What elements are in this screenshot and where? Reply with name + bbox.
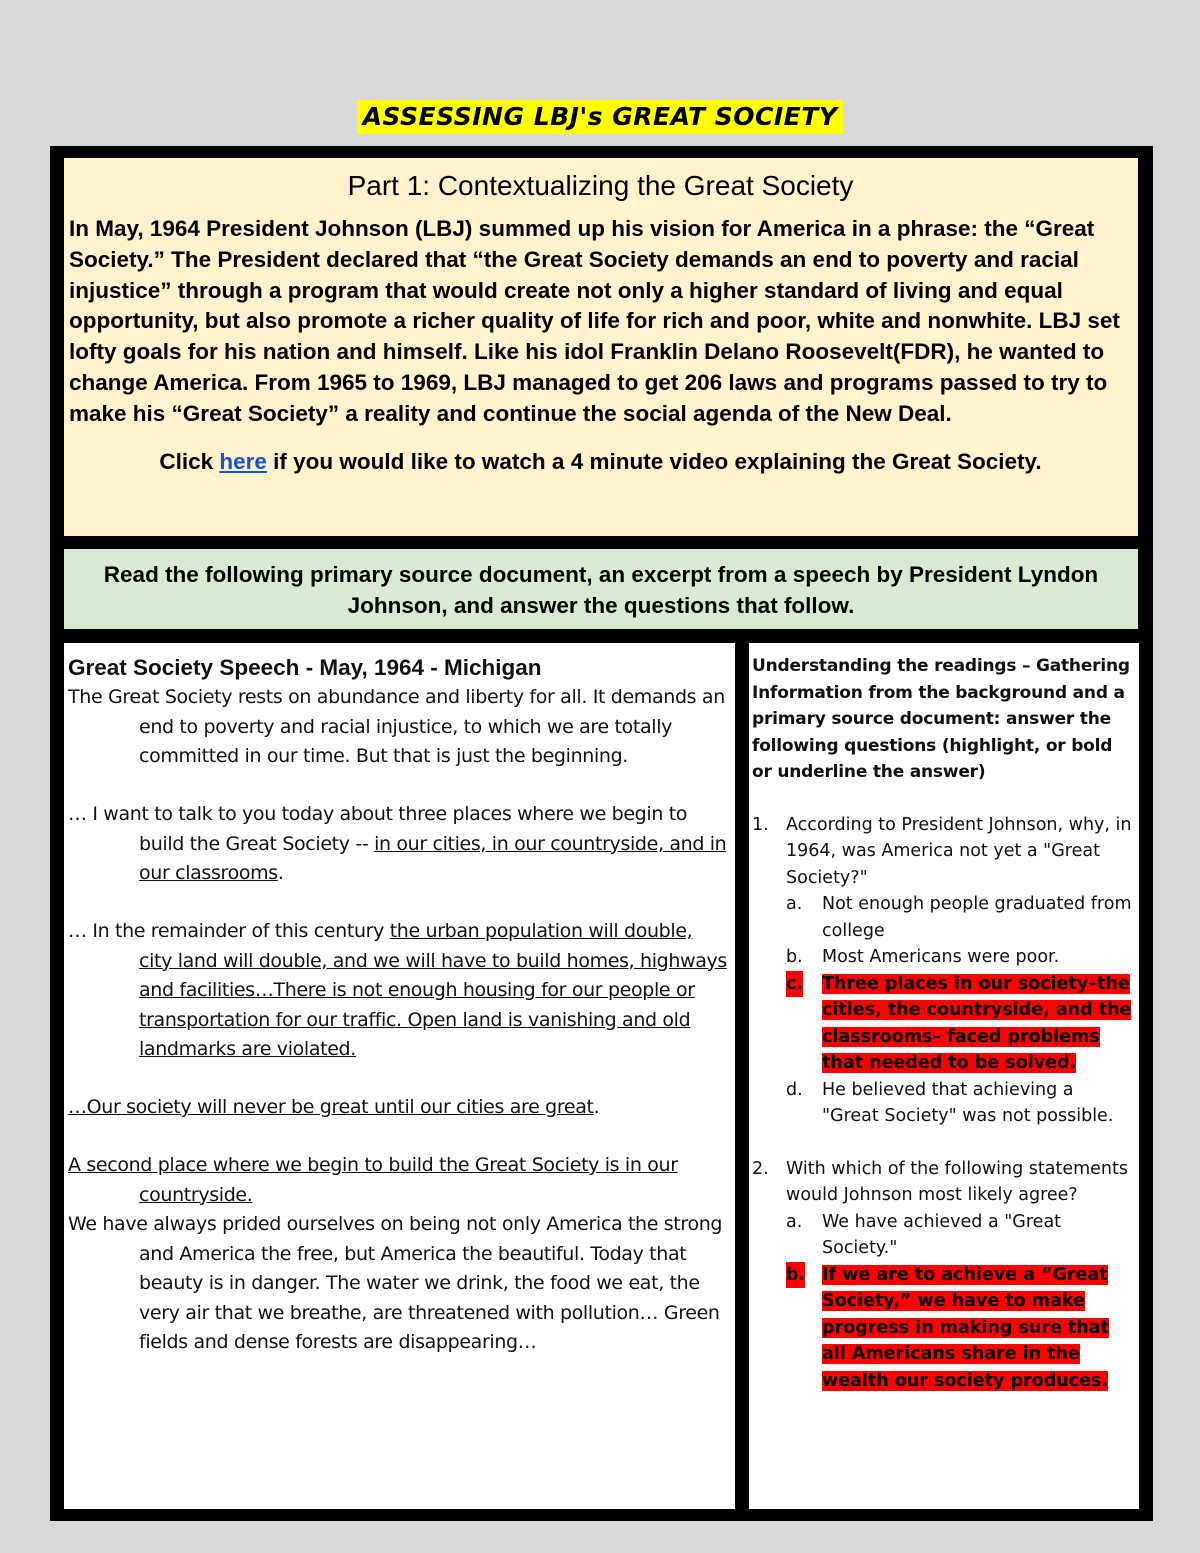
question-2 bbox=[752, 1156, 1135, 1395]
speech-text: . bbox=[277, 862, 284, 884]
option-text: Most Americans were poor. bbox=[822, 947, 1060, 967]
question-text: According to President Johnson, why, in 1964, was America not yet a "Great Society?" bbox=[786, 814, 1132, 888]
option-letter: b. bbox=[786, 1262, 805, 1289]
instructions-panel: Read the following primary source document, an excerpt from a speech by President Lyndon Johnson, and answer the questions that follow. bbox=[64, 549, 1138, 629]
answer-option[interactable] bbox=[786, 944, 1135, 971]
title-bar bbox=[0, 100, 1200, 134]
part1-heading: Part 1: Contextualizing the Great Society bbox=[347, 170, 854, 201]
answer-option-highlighted[interactable] bbox=[786, 971, 1135, 1077]
video-line bbox=[69, 446, 1132, 477]
video-suffix: if you would like to watch a 4 minute video explaining the Great Society. bbox=[266, 448, 1042, 474]
option-letter: a. bbox=[786, 1211, 803, 1232]
speech-underline: in our cities, in our countryside, and in our classrooms bbox=[139, 832, 727, 884]
speech-paragraph-5 bbox=[68, 1151, 731, 1210]
speech-paragraph-6: We have always prided ourselves on being not only America the strong and America the free, but America the beautiful. Today that beauty is in danger. The water we drink, the food we eat, the very air that we breathe, are threatened with pollution… Green fields and dense forests are disappearing… bbox=[68, 1213, 723, 1353]
speech-heading: Great Society Speech - May, 1964 - Michigan bbox=[68, 655, 542, 680]
option-text: If we are to achieve a “Great Society,” we have to make progress in making sure that all Americans share in the wealth our society produces. bbox=[822, 1264, 1109, 1391]
option-letter: b. bbox=[786, 947, 803, 967]
speech-underline: the urban population will double, city land will double, and we will have to build homes, highways and facilities…There is not enough housing for our people or transportation for our traffic. Open land is vanishing and old landmarks are violated. bbox=[139, 920, 727, 1060]
video-link[interactable]: here bbox=[219, 448, 267, 474]
option-text: We have achieved a "Great Society." bbox=[822, 1211, 1062, 1258]
questions-heading: Understanding the readings – Gathering Information from the background and a primary source document: answer the following questions (highlight, or bold or underline the answer) bbox=[752, 656, 1130, 782]
video-prefix: Click bbox=[159, 448, 220, 474]
question-number: 2. bbox=[752, 1158, 769, 1179]
speech-text: … In the remainder of this century bbox=[68, 920, 390, 942]
option-text: Not enough people graduated from college bbox=[822, 894, 1132, 941]
question-text: With which of the following statements would Johnson most likely agree? bbox=[786, 1158, 1129, 1205]
speech-paragraph-4 bbox=[68, 1093, 731, 1123]
question-number: 1. bbox=[752, 814, 769, 835]
speech-paragraph-3 bbox=[68, 917, 731, 1065]
answer-option-highlighted[interactable] bbox=[786, 1262, 1135, 1395]
option-letter: c. bbox=[786, 971, 803, 998]
answer-option[interactable] bbox=[786, 891, 1135, 944]
question-1 bbox=[752, 812, 1135, 1130]
speech-underline: A second place where we begin to build the Great Society is in our countryside. bbox=[68, 1154, 678, 1206]
answer-option[interactable] bbox=[786, 1077, 1135, 1130]
questions-panel bbox=[749, 643, 1139, 1509]
speech-text: . bbox=[593, 1096, 600, 1118]
worksheet-frame bbox=[50, 146, 1153, 1521]
part1-panel bbox=[64, 158, 1138, 536]
page-title: ASSESSING LBJ's GREAT SOCIETY bbox=[357, 100, 844, 134]
option-text: He believed that achieving a "Great Society" was not possible. bbox=[822, 1079, 1114, 1126]
speech-panel bbox=[64, 643, 735, 1509]
option-text: Three places in our society–the cities, the countryside, and the classrooms– faced problems that needed to be solved. bbox=[822, 973, 1132, 1073]
speech-underline: …Our society will never be great until our cities are great bbox=[68, 1096, 594, 1118]
speech-text: … I want to talk to you today about three places where we begin to build the Great Society -- bbox=[68, 803, 688, 855]
answer-option[interactable] bbox=[786, 1209, 1135, 1262]
option-letter: a. bbox=[786, 894, 803, 914]
speech-paragraph-1: The Great Society rests on abundance and liberty for all. It demands an end to poverty and racial injustice, to which we are totally committed in our time. But that is just the beginning. bbox=[68, 686, 725, 767]
speech-paragraph-2 bbox=[68, 800, 731, 889]
option-letter: d. bbox=[786, 1079, 803, 1100]
intro-paragraph: In May, 1964 President Johnson (LBJ) summed up his vision for America in a phrase: the “Great Society.” The President declared that “the Great Society demands an end to poverty and racial injustice” through a program that would create not only a higher standard of living and equal opportunity, but also promote a richer quality of life for rich and poor, white and nonwhite. LBJ set lofty goals for his nation and himself. Like his idol Franklin Delano Roosevelt(FDR), he wanted to change America. From 1965 to 1969, LBJ managed to get 206 laws and programs passed to try to make his “Great Society” a reality and continue the social agenda of the New Deal. bbox=[69, 216, 1120, 426]
